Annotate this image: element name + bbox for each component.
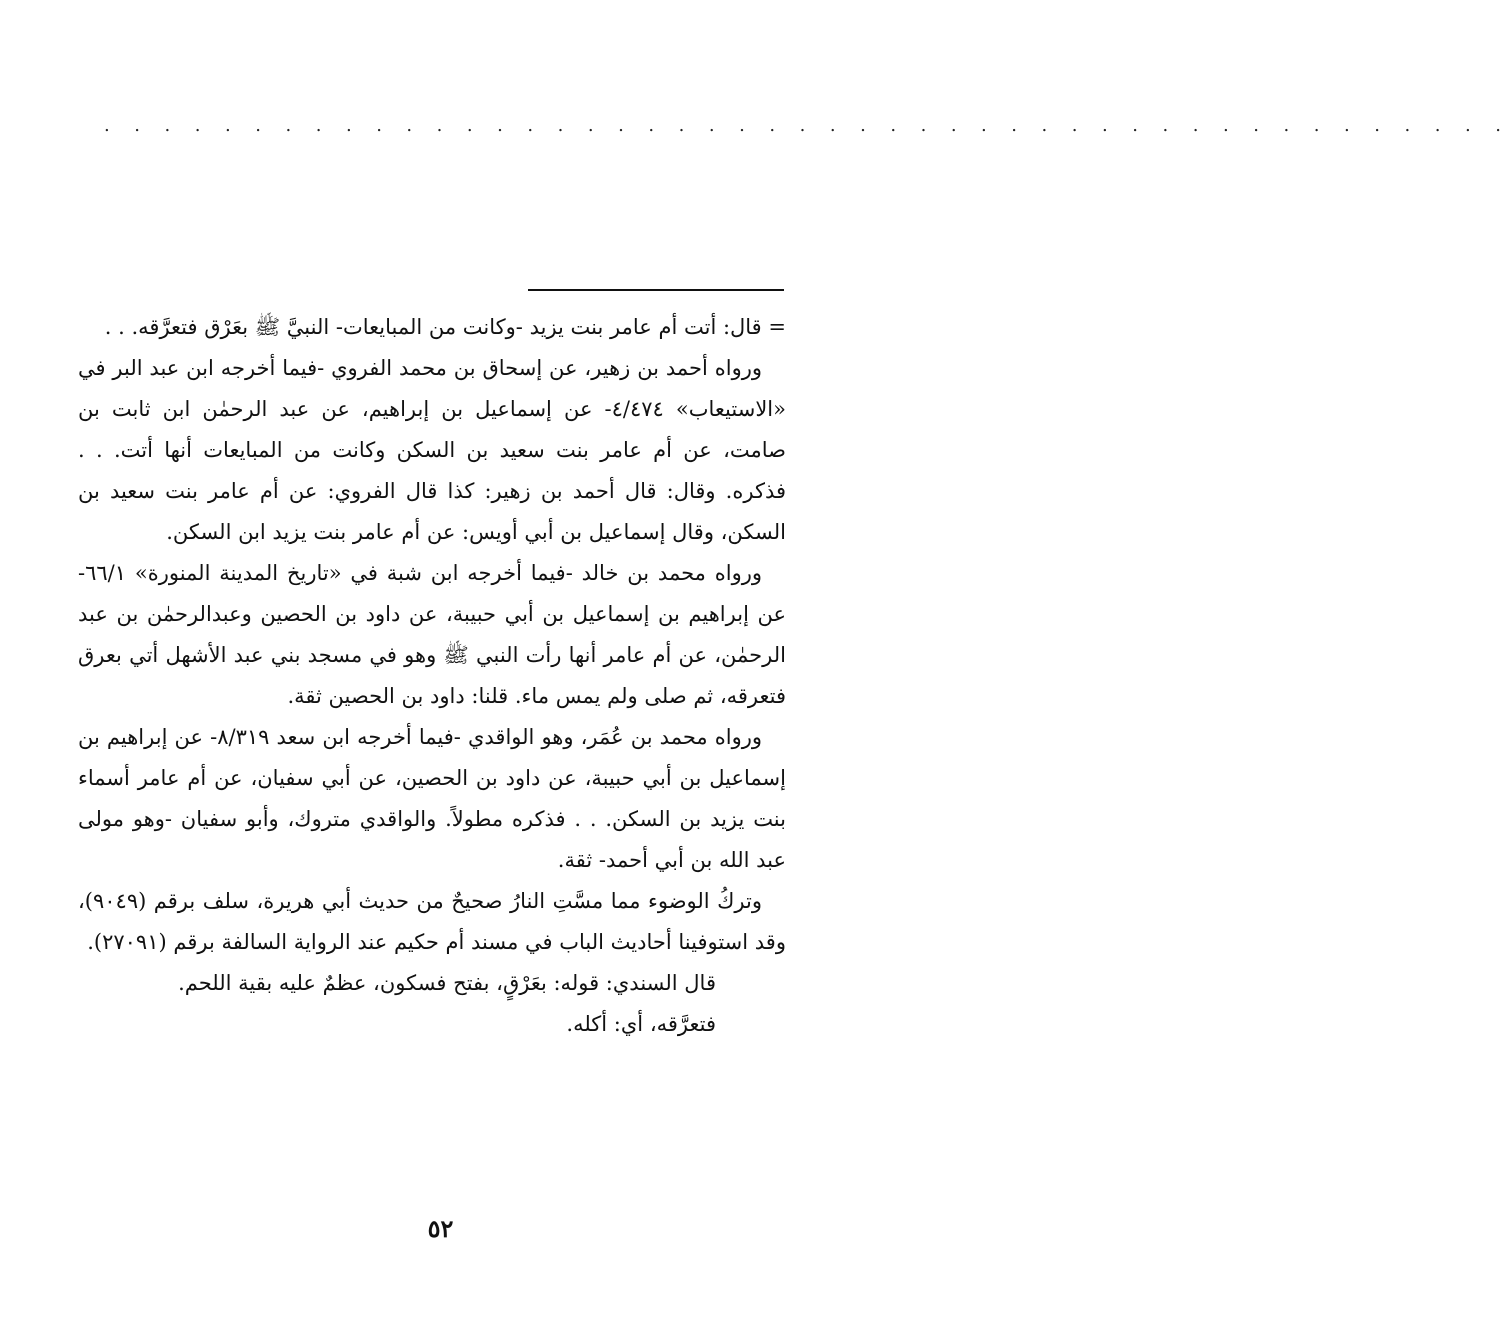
page-number: ٥٢ <box>427 1214 454 1243</box>
dotted-separator: . . . . . . . . . . . . . . . . . . . . . . . . . . . . . . . . . . . . . . . . . . . . . . . <box>104 115 1510 136</box>
paragraph-muhammad-bin-khalid: ورواه محمد بن خالد -فيما أخرجه ابن شبة في «تاريخ المدينة المنورة» ٦٦/١- عن إبراهيم بن إسماعيل بن أبي حبيبة، عن داود بن الحصين وعبدالرحمٰن بن عبد الرحمٰن، عن أم عامر أنها رأت النبي ﷺ وهو في مسجد بني عبد الأشهل أتي بعرق فتعرقه، ثم صلى ولم يمس ماء. قلنا: داود بن الحصين ثقة. <box>78 561 786 708</box>
paragraph-wudu: وتركُ الوضوء مما مسَّتِ النارُ صحيحٌ من حديث أبي هريرة، سلف برقم (٩٠٤٩)، وقد استوفينا أحاديث الباب في مسند أم حكيم عند الرواية السالفة برقم (٢٧٠٩١). <box>78 889 786 954</box>
paragraph-muhammad-bin-umar: ورواه محمد بن عُمَر، وهو الواقدي -فيما أخرجه ابن سعد ٨/٣١٩- عن إبراهيم بن إسماعيل بن أبي حبيبة، عن داود بن الحصين، عن أبي سفيان، عن أم عامر أسماء بنت يزيد بن السكن. . . فذكره مطولاً. والواقدي متروك، وأبو سفيان -وهو مولى عبد الله بن أبي أحمد- ثقة. <box>78 725 786 872</box>
paragraph-sindi-note-2: فتعرَّقه، أي: أكله. <box>566 1012 716 1036</box>
paragraph-ahmad-bin-zuhair: ورواه أحمد بن زهير، عن إسحاق بن محمد الفروي -فيما أخرجه ابن عبد البر في «الاستيعاب» ٤/٤٧٤- عن إسماعيل بن إبراهيم، عن عبد الرحمٰن ابن ثابت بن صامت، عن أم عامر بنت سعيد بن السكن وكانت من المبايعات أنها أتت. . . فذكره. وقال: قال أحمد بن زهير: كذا قال الفروي: عن أم عامر بنت سعيد بن السكن، وقال إسماعيل بن أبي أويس: عن أم عامر بنت يزيد ابن السكن. <box>78 356 786 544</box>
footnote-rule <box>528 289 784 291</box>
paragraph-continuation: = قال: أتت أم عامر بنت يزيد -وكانت من المبايعات- النبيَّ ﷺ بعَرْق فتعرَّقه. . . <box>104 315 786 339</box>
paragraph-sindi-note: قال السندي: قوله: بعَرْقٍ، بفتح فسكون، عظمٌ عليه بقية اللحم. <box>178 971 716 995</box>
footnote-body <box>78 307 786 1045</box>
